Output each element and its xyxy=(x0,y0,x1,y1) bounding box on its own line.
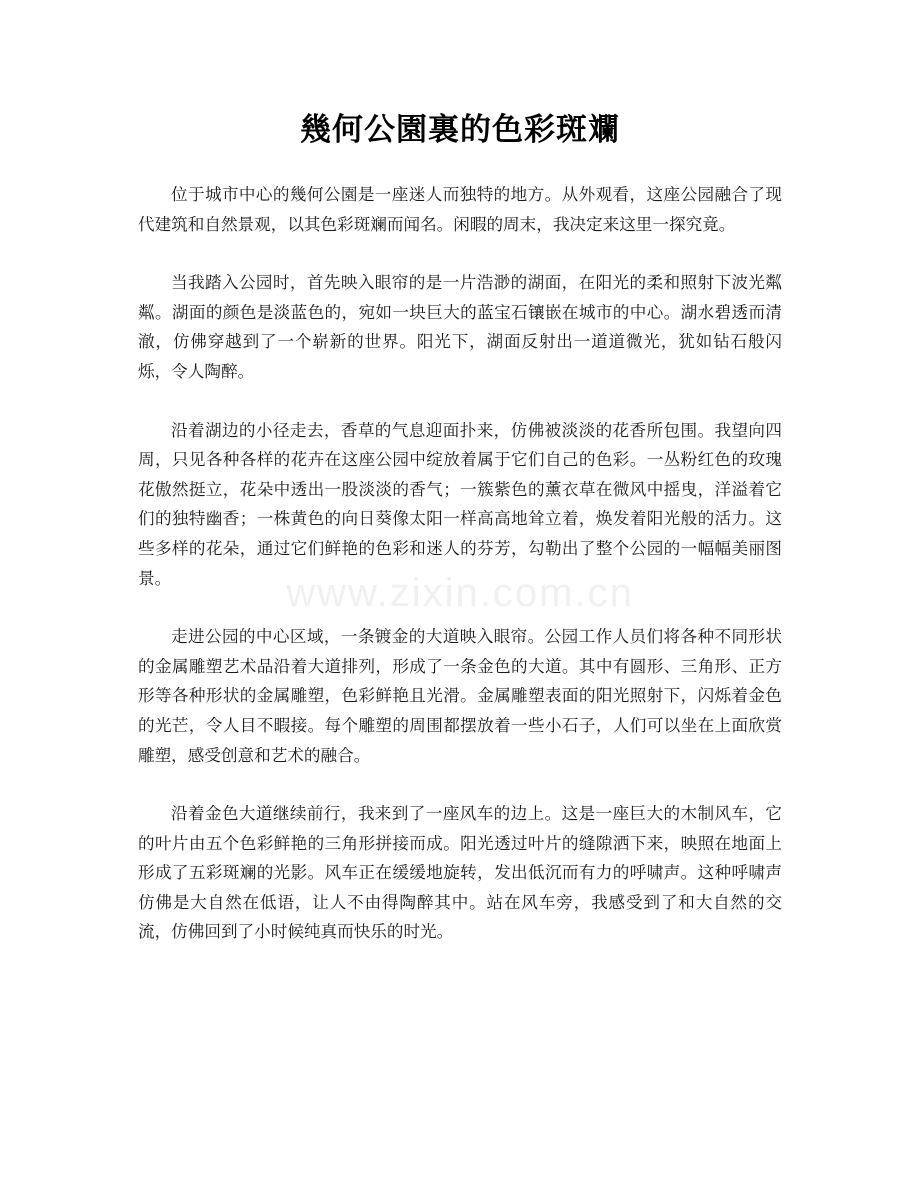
paragraph: 沿着金色大道继续前行，我来到了一座风车的边上。这是一座巨大的木制风车，它的叶片由五个色彩鲜艳的三角形拼接而成。阳光透过叶片的缝隙洒下来，映照在地面上形成了五彩斑斓的光影。风车正在缓缓地旋转，发出低沉而有力的呼啸声。这种呼啸声仿佛是大自然在低语，让人不由得陶醉其中。站在风车旁，我感受到了和大自然的交流，仿佛回到了小时候纯真而快乐的时光。 xyxy=(138,804,782,942)
watermark: www.zixin.com.cn xyxy=(286,571,634,615)
paragraph: 位于城市中心的幾何公園是一座迷人而独特的地方。从外观看，这座公园融合了现代建筑和自然景观，以其色彩斑斓而闻名。闲暇的周末，我决定来这里一探究竟。 xyxy=(138,185,782,234)
document-body xyxy=(138,180,782,976)
paragraph: 当我踏入公园时，首先映入眼帘的是一片浩渺的湖面，在阳光的柔和照射下波光粼粼。湖面的颜色是淡蓝色的，宛如一块巨大的蓝宝石镶嵌在城市的中心。湖水碧透而清澈，仿佛穿越到了一个崭新的世界。阳光下，湖面反射出一道道微光，犹如钻石般闪烁，令人陶醉。 xyxy=(138,273,782,381)
document-title: 幾何公園裏的色彩斑斕 xyxy=(300,112,620,148)
paragraph: 走进公园的中心区域，一条镀金的大道映入眼帘。公园工作人员们将各种不同形状的金属雕塑艺术品沿着大道排列，形成了一条金色的大道。其中有圆形、三角形、正方形等各种形状的金属雕塑，色彩鲜艳且光滑。金属雕塑表面的阳光照射下，闪烁着金色的光芒，令人目不暇接。每个雕塑的周围都摆放着一些小石子，人们可以坐在上面欣赏雕塑，感受创意和艺术的融合。 xyxy=(138,627,782,765)
paragraph: 沿着湖边的小径走去，香草的气息迎面扑来，仿佛被淡淡的花香所包围。我望向四周，只见各种各样的花卉在这座公园中绽放着属于它们自己的色彩。一丛粉红色的玫瑰花傲然挺立，花朵中透出一股淡淡的香气；一簇紫色的薰衣草在微风中摇曳，洋溢着它们的独特幽香；一株黄色的向日葵像太阳一样高高地耸立着，焕发着阳光般的活力。这些多样的花朵，通过它们鲜艳的色彩和迷人的芬芳，勾勒出了整个公园的一幅幅美丽图景。 xyxy=(138,420,782,588)
